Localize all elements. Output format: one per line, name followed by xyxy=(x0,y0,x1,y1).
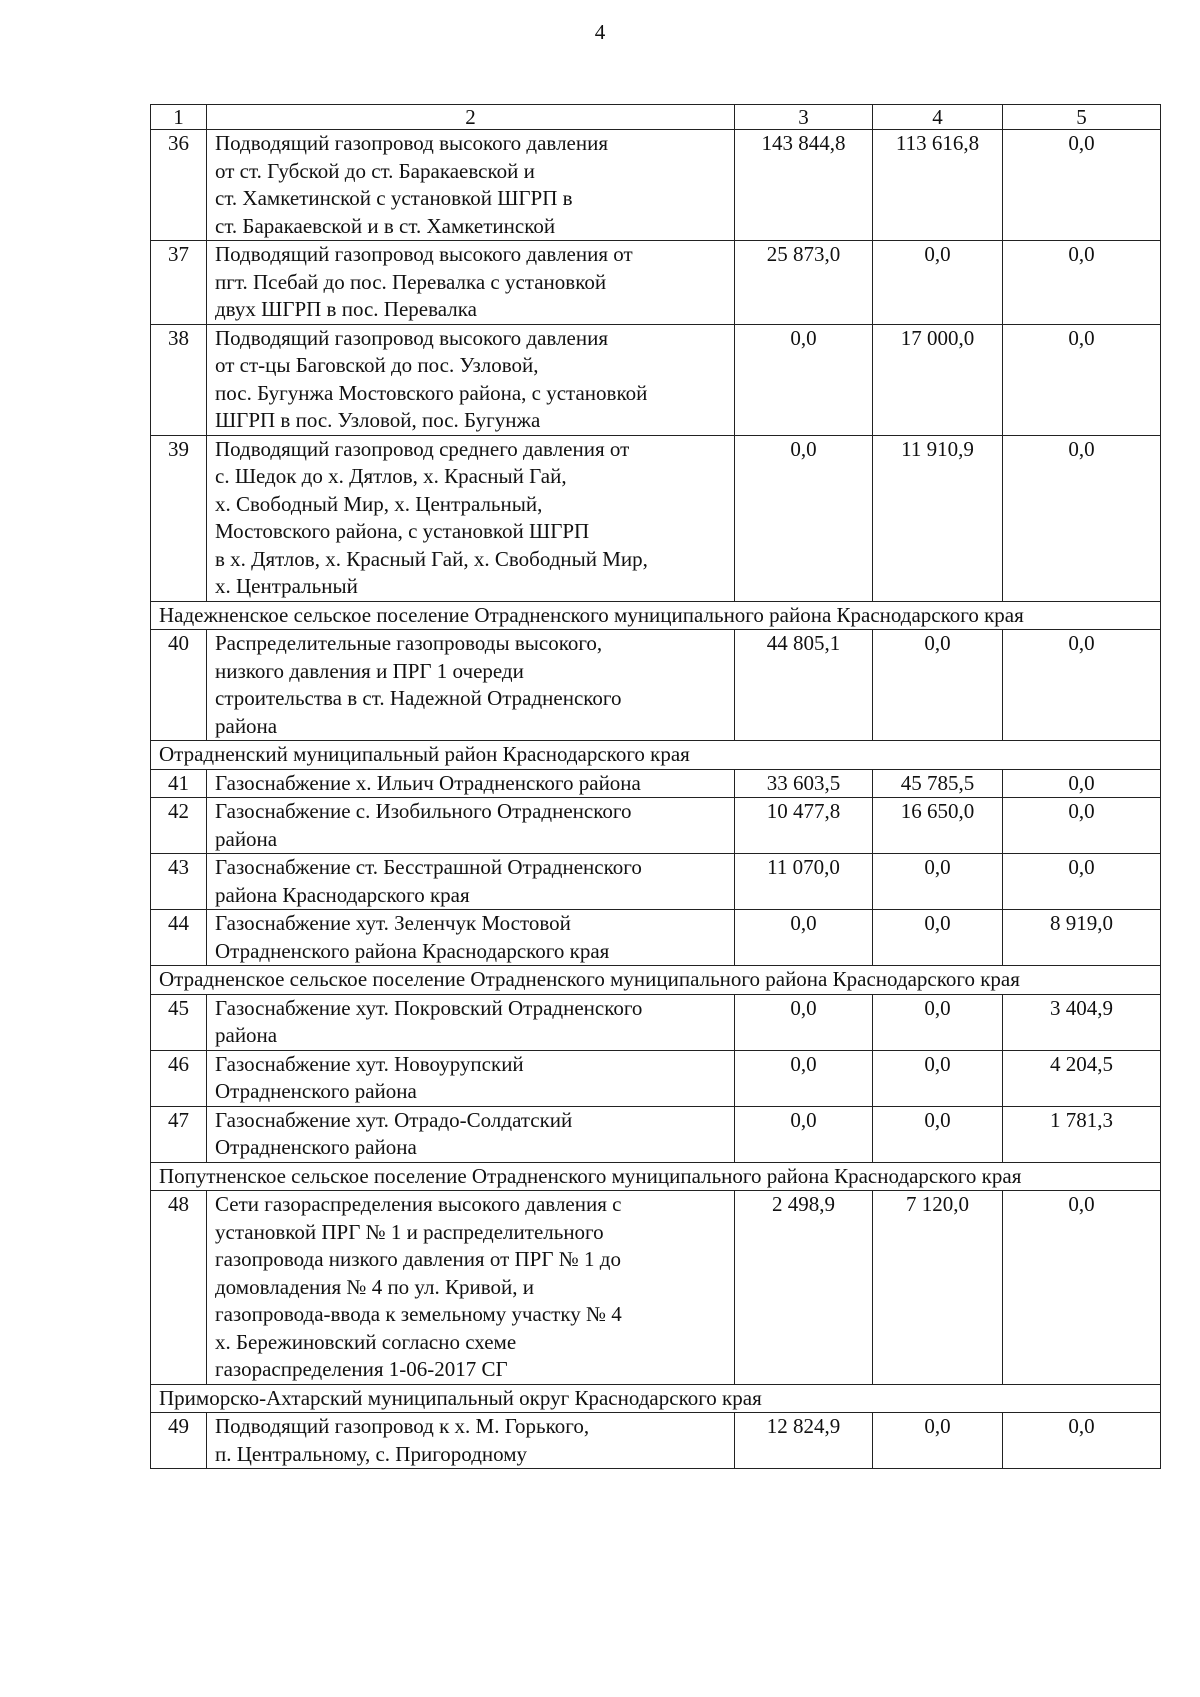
section-row xyxy=(151,741,1161,770)
row-number: 38 xyxy=(151,324,207,435)
table-row xyxy=(151,910,1161,966)
row-value-col5: 1 781,3 xyxy=(1003,1106,1161,1162)
row-name: Газоснабжение ст. Бесстрашной Отрадненского района Краснодарского края xyxy=(207,854,735,910)
row-name: Подводящий газопровод среднего давления от с. Шедок до х. Дятлов, х. Красный Гай, х. Свободный Мир, х. Центральный, Мостовского района, с установкой ШГРП в х. Дятлов, х. Красный Гай, х. Свободный Мир, х. Центральный xyxy=(207,435,735,601)
row-value-col4: 0,0 xyxy=(873,241,1003,325)
row-value-col5: 0,0 xyxy=(1003,241,1161,325)
row-value-col3: 25 873,0 xyxy=(735,241,873,325)
row-value-col4: 11 910,9 xyxy=(873,435,1003,601)
row-value-col4: 45 785,5 xyxy=(873,769,1003,798)
row-number: 36 xyxy=(151,130,207,241)
row-name: Распределительные газопроводы высокого, низкого давления и ПРГ 1 очереди строительства в ст. Надежной Отрадненского района xyxy=(207,630,735,741)
table-row xyxy=(151,994,1161,1050)
row-value-col4: 0,0 xyxy=(873,1050,1003,1106)
row-name: Подводящий газопровод к х. М. Горького, п. Центральному, с. Пригородному xyxy=(207,1413,735,1469)
row-value-col5: 0,0 xyxy=(1003,435,1161,601)
row-number: 40 xyxy=(151,630,207,741)
row-number: 49 xyxy=(151,1413,207,1469)
row-value-col3: 12 824,9 xyxy=(735,1413,873,1469)
row-name: Газоснабжение хут. Покровский Отрадненского района xyxy=(207,994,735,1050)
row-value-col3: 0,0 xyxy=(735,435,873,601)
section-row xyxy=(151,1384,1161,1413)
row-value-col5: 0,0 xyxy=(1003,1191,1161,1385)
row-value-col5: 0,0 xyxy=(1003,630,1161,741)
row-number: 41 xyxy=(151,769,207,798)
row-name: Подводящий газопровод высокого давления от пгт. Псебай до пос. Перевалка с установкой двух ШГРП в пос. Перевалка xyxy=(207,241,735,325)
row-value-col4: 113 616,8 xyxy=(873,130,1003,241)
table-row xyxy=(151,854,1161,910)
row-value-col3: 143 844,8 xyxy=(735,130,873,241)
header-cell: 5 xyxy=(1003,105,1161,130)
row-value-col4: 7 120,0 xyxy=(873,1191,1003,1385)
header-cell: 2 xyxy=(207,105,735,130)
row-name: Газоснабжение хут. Зеленчук Мостовой Отрадненского района Краснодарского края xyxy=(207,910,735,966)
row-number: 47 xyxy=(151,1106,207,1162)
page-number: 4 xyxy=(594,20,606,44)
row-name: Подводящий газопровод высокого давления от ст-цы Баговской до пос. Узловой, пос. Бугунжа Мостовского района, с установкой ШГРП в пос. Узловой, пос. Бугунжа xyxy=(207,324,735,435)
header-cell: 4 xyxy=(873,105,1003,130)
row-name: Сети газораспределения высокого давления с установкой ПРГ № 1 и распределительного газопровода низкого давления от ПРГ № 1 до домовладения № 4 по ул. Кривой, и газопровода-ввода к земельному участку № 4 х. Бережиновский согласно схеме газораспределения 1-06-2017 СГ xyxy=(207,1191,735,1385)
section-row xyxy=(151,966,1161,995)
row-value-col4: 17 000,0 xyxy=(873,324,1003,435)
row-value-col4: 0,0 xyxy=(873,1413,1003,1469)
row-value-col3: 0,0 xyxy=(735,994,873,1050)
row-value-col5: 8 919,0 xyxy=(1003,910,1161,966)
row-number: 37 xyxy=(151,241,207,325)
header-cell: 1 xyxy=(151,105,207,130)
row-value-col3: 0,0 xyxy=(735,910,873,966)
row-value-col4: 0,0 xyxy=(873,1106,1003,1162)
row-name: Газоснабжение хут. Новоурупский Отрадненского района xyxy=(207,1050,735,1106)
row-value-col5: 0,0 xyxy=(1003,769,1161,798)
row-value-col4: 0,0 xyxy=(873,910,1003,966)
table-row xyxy=(151,1191,1161,1385)
header-cell: 3 xyxy=(735,105,873,130)
row-number: 46 xyxy=(151,1050,207,1106)
section-row xyxy=(151,1162,1161,1191)
data-table xyxy=(150,104,1161,1469)
section-title: Надежненское сельское поселение Отрадненского муниципального района Краснодарского края xyxy=(151,601,1161,630)
row-value-col3: 2 498,9 xyxy=(735,1191,873,1385)
row-value-col5: 0,0 xyxy=(1003,1413,1161,1469)
table-row xyxy=(151,1106,1161,1162)
row-value-col4: 0,0 xyxy=(873,994,1003,1050)
table-row xyxy=(151,241,1161,325)
row-number: 48 xyxy=(151,1191,207,1385)
row-number: 39 xyxy=(151,435,207,601)
row-value-col3: 33 603,5 xyxy=(735,769,873,798)
section-title: Приморско-Ахтарский муниципальный округ Краснодарского края xyxy=(151,1384,1161,1413)
row-value-col5: 0,0 xyxy=(1003,130,1161,241)
table-row xyxy=(151,798,1161,854)
table-header-row xyxy=(151,105,1161,130)
table-row xyxy=(151,630,1161,741)
row-value-col4: 16 650,0 xyxy=(873,798,1003,854)
row-value-col5: 3 404,9 xyxy=(1003,994,1161,1050)
table-row xyxy=(151,769,1161,798)
row-value-col4: 0,0 xyxy=(873,854,1003,910)
section-title: Отрадненское сельское поселение Отрадненского муниципального района Краснодарского края xyxy=(151,966,1161,995)
row-name: Подводящий газопровод высокого давления от ст. Губской до ст. Баракаевской и ст. Хамкетинской с установкой ШГРП в ст. Баракаевской и в ст. Хамкетинской xyxy=(207,130,735,241)
section-row xyxy=(151,601,1161,630)
row-number: 44 xyxy=(151,910,207,966)
row-value-col5: 0,0 xyxy=(1003,798,1161,854)
row-number: 42 xyxy=(151,798,207,854)
table-row xyxy=(151,1050,1161,1106)
row-value-col3: 0,0 xyxy=(735,1106,873,1162)
row-number: 45 xyxy=(151,994,207,1050)
table-row xyxy=(151,435,1161,601)
row-value-col3: 0,0 xyxy=(735,324,873,435)
row-value-col5: 0,0 xyxy=(1003,324,1161,435)
row-value-col3: 10 477,8 xyxy=(735,798,873,854)
row-value-col5: 0,0 xyxy=(1003,854,1161,910)
section-title: Попутненское сельское поселение Отрадненского муниципального района Краснодарского края xyxy=(151,1162,1161,1191)
row-value-col3: 0,0 xyxy=(735,1050,873,1106)
row-value-col5: 4 204,5 xyxy=(1003,1050,1161,1106)
table-row xyxy=(151,130,1161,241)
row-name: Газоснабжение х. Ильич Отрадненского района xyxy=(207,769,735,798)
table-row xyxy=(151,324,1161,435)
section-title: Отрадненский муниципальный район Краснодарского края xyxy=(151,741,1161,770)
row-number: 43 xyxy=(151,854,207,910)
row-value-col3: 11 070,0 xyxy=(735,854,873,910)
table-row xyxy=(151,1413,1161,1469)
row-name: Газоснабжение с. Изобильного Отрадненского района xyxy=(207,798,735,854)
row-name: Газоснабжение хут. Отрадо-Солдатский Отрадненского района xyxy=(207,1106,735,1162)
row-value-col3: 44 805,1 xyxy=(735,630,873,741)
row-value-col4: 0,0 xyxy=(873,630,1003,741)
